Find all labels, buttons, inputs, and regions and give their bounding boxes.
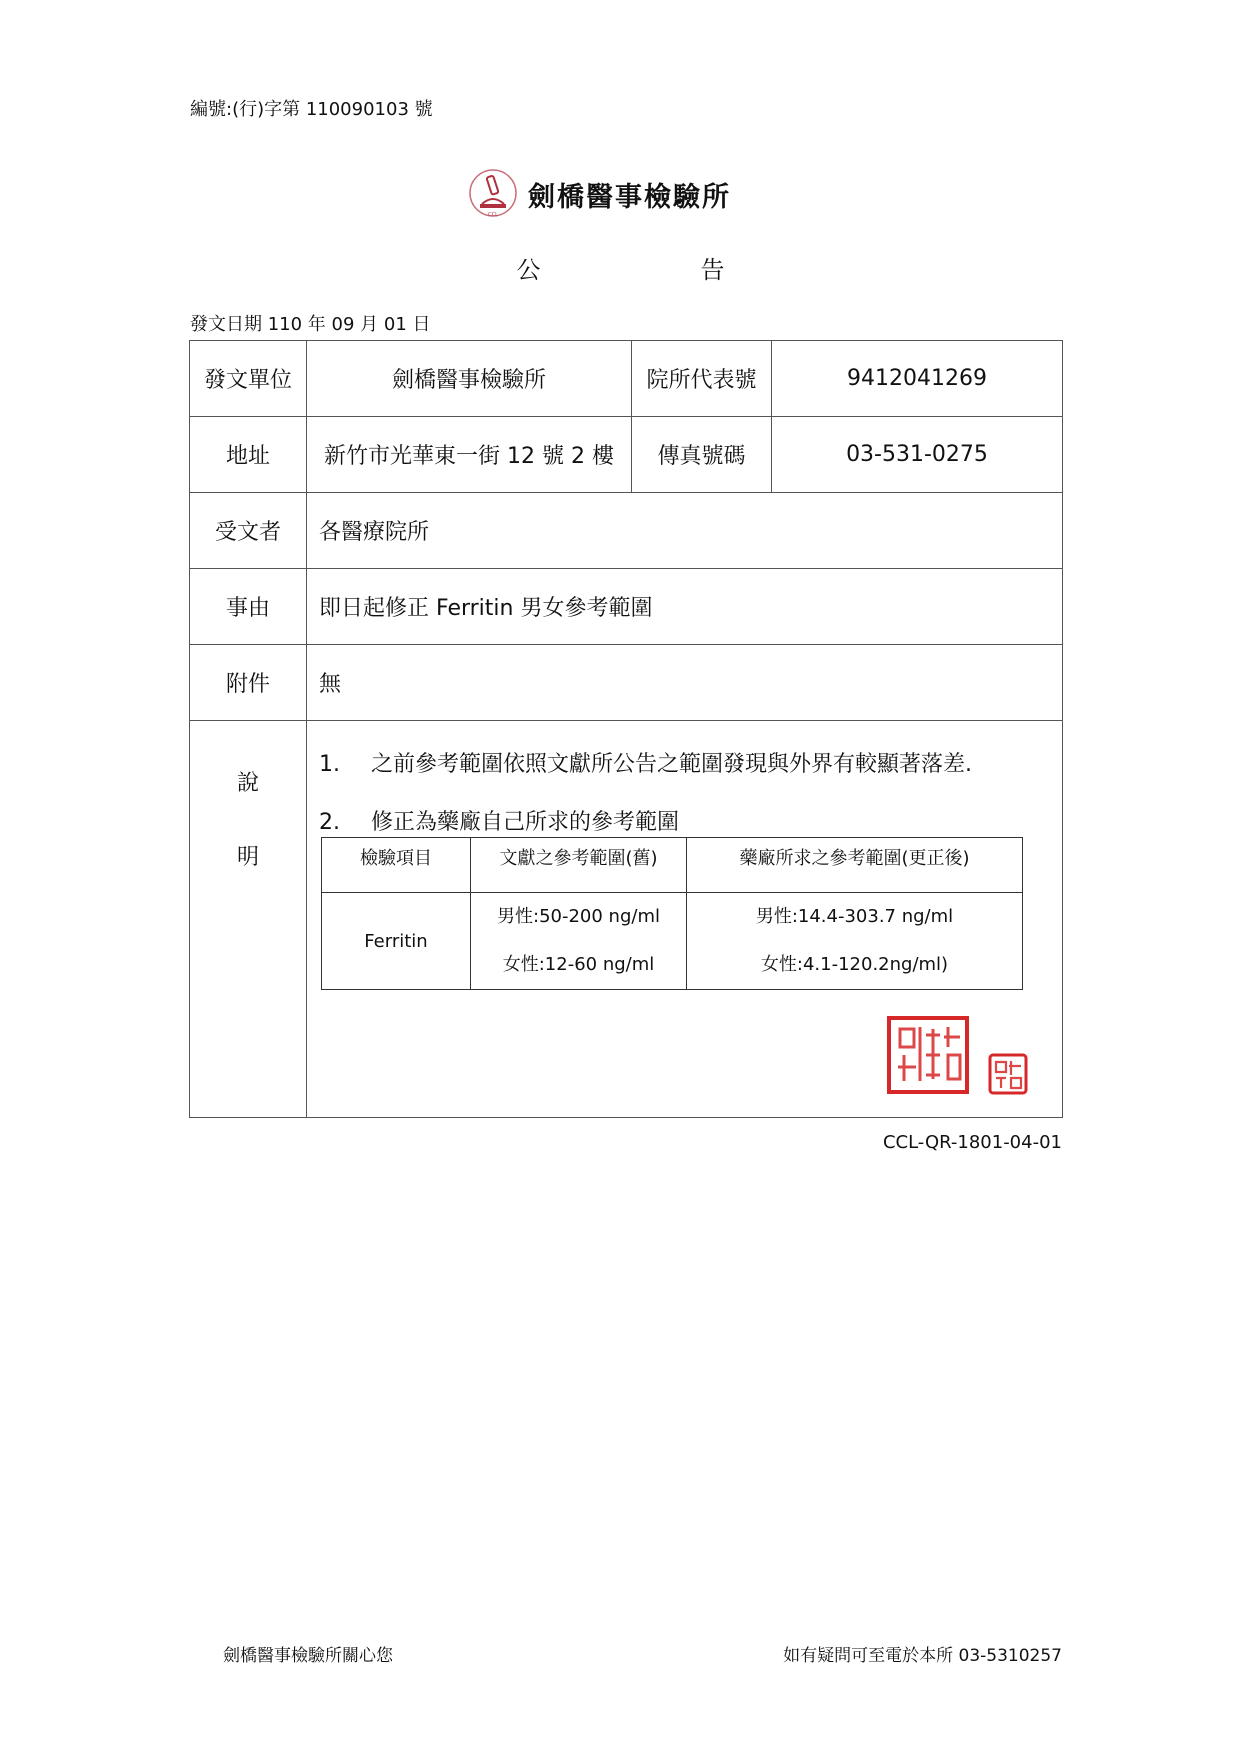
table-row-description bbox=[190, 721, 1063, 1118]
label-institution-code: 院所代表號 bbox=[632, 341, 772, 417]
description-item-2 bbox=[319, 805, 679, 836]
label-issuing-unit: 發文單位 bbox=[190, 341, 307, 417]
table-row-address bbox=[190, 417, 1063, 493]
official-seal-icon bbox=[886, 1015, 970, 1095]
new-range-male: 男性:14.4-303.7 ng/ml bbox=[755, 906, 954, 927]
personal-seal-icon bbox=[988, 1053, 1028, 1095]
table-row-recipient bbox=[190, 493, 1063, 569]
value-address: 新竹市光華東一街 12 號 2 樓 bbox=[307, 417, 632, 493]
label-description-bottom: 明 bbox=[236, 845, 259, 870]
reference-range-table bbox=[321, 837, 1023, 990]
item-number: 2. bbox=[319, 810, 340, 835]
header-test-item: 檢驗項目 bbox=[322, 838, 471, 893]
table-row-subject bbox=[190, 569, 1063, 645]
label-fax: 傳真號碼 bbox=[632, 417, 772, 493]
value-recipient: 各醫療院所 bbox=[307, 493, 1063, 569]
label-description-top: 說 bbox=[236, 771, 259, 796]
footer-right-text: 如有疑問可至電於本所 03-5310257 bbox=[783, 1646, 1062, 1666]
footer-left-text: 劍橋醫事檢驗所關心您 bbox=[223, 1646, 393, 1666]
table-row-attachment bbox=[190, 645, 1063, 721]
svg-text:CCL: CCL bbox=[488, 212, 498, 218]
brand-header bbox=[468, 168, 731, 220]
test-item-name: Ferritin bbox=[322, 893, 471, 990]
value-institution-code: 9412041269 bbox=[772, 341, 1063, 417]
value-fax: 03-531-0275 bbox=[772, 417, 1063, 493]
microscope-logo-icon bbox=[468, 168, 518, 220]
label-address: 地址 bbox=[190, 417, 307, 493]
label-attachment: 附件 bbox=[190, 645, 307, 721]
old-range-male: 男性:50-200 ng/ml bbox=[497, 906, 660, 927]
document-number: 編號:(行)字第 110090103 號 bbox=[190, 99, 433, 120]
old-range-female: 女性:12-60 ng/ml bbox=[502, 954, 655, 975]
notice-table bbox=[189, 340, 1063, 1118]
description-content bbox=[307, 721, 1063, 1118]
old-range-cell bbox=[471, 893, 687, 990]
header-old-range: 文獻之參考範圍(舊) bbox=[471, 838, 687, 893]
header-new-range: 藥廠所求之參考範圍(更正後) bbox=[687, 838, 1023, 893]
seal-stamps bbox=[886, 1015, 1028, 1095]
label-recipient: 受文者 bbox=[190, 493, 307, 569]
label-description bbox=[190, 721, 307, 1118]
item-text: 之前參考範圍依照文獻所公告之範圍發現與外界有較顯著落差. bbox=[371, 752, 972, 777]
form-code: CCL-QR-1801-04-01 bbox=[882, 1132, 1062, 1153]
description-item-1 bbox=[319, 747, 972, 778]
item-text: 修正為藥廠自己所求的參考範圍 bbox=[371, 810, 680, 835]
label-subject: 事由 bbox=[190, 569, 307, 645]
notice-title-char-2: 告 bbox=[700, 256, 725, 284]
notice-title-char-1: 公 bbox=[516, 256, 541, 284]
issue-date: 發文日期 110 年 09 月 01 日 bbox=[190, 314, 431, 335]
item-number: 1. bbox=[319, 752, 340, 777]
value-attachment: 無 bbox=[307, 645, 1063, 721]
value-subject: 即日起修正 Ferritin 男女參考範圍 bbox=[307, 569, 1063, 645]
table-row-issuer bbox=[190, 341, 1063, 417]
value-issuing-unit: 劍橋醫事檢驗所 bbox=[307, 341, 632, 417]
brand-name: 劍橋醫事檢驗所 bbox=[528, 181, 731, 213]
reference-table-row bbox=[322, 893, 1023, 990]
new-range-female: 女性:4.1-120.2ng/ml) bbox=[760, 954, 949, 975]
reference-table-header bbox=[322, 838, 1023, 893]
new-range-cell bbox=[687, 893, 1023, 990]
notice-title bbox=[0, 250, 1241, 285]
